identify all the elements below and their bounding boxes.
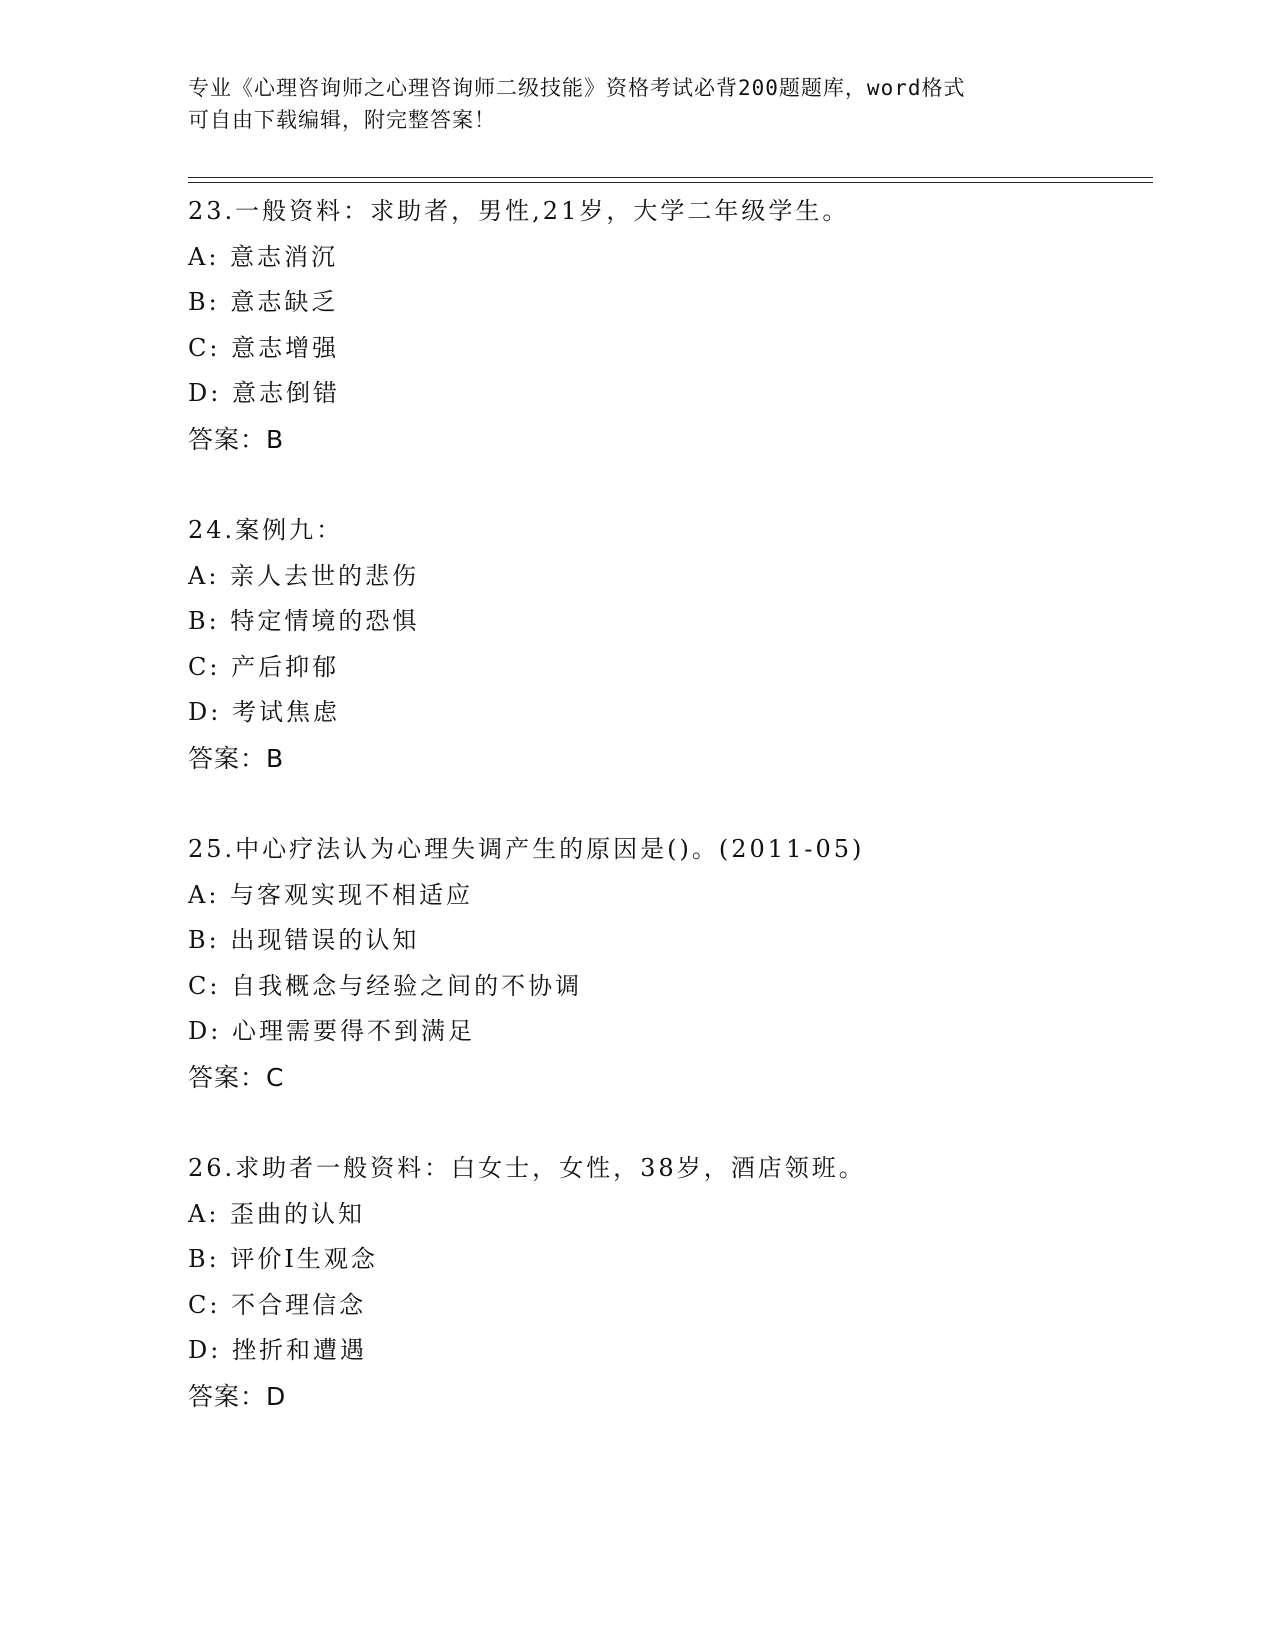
option-b: B: 特定情境的恐惧: [188, 607, 420, 635]
option-b: B: 出现错误的认知: [188, 926, 420, 954]
answer-line: 答案：C: [188, 1062, 285, 1092]
option-b: B: 评价I生观念: [188, 1245, 378, 1273]
option-d: D: 挫折和遭遇: [188, 1336, 367, 1364]
option-d: D: 心理需要得不到满足: [188, 1017, 475, 1045]
option-a: A: 亲人去世的悲伤: [188, 561, 420, 590]
answer-line: 答案：B: [188, 424, 285, 454]
header-divider-top: [188, 177, 1153, 178]
document-header: [188, 72, 1088, 136]
option-d: D: 意志倒错: [188, 379, 340, 407]
option-c: C: 产后抑郁: [188, 652, 340, 681]
question-stem: 24.案例九：: [188, 516, 344, 544]
option-c: C: 不合理信念: [188, 1290, 367, 1319]
question-block: [188, 189, 1188, 462]
option-d: D: 考试焦虑: [188, 698, 340, 726]
answer-line: 答案：B: [188, 743, 285, 773]
question-block: [188, 1146, 1188, 1419]
question-stem: 23.一般资料：求助者，男性,21岁，大学二年级学生。: [188, 197, 850, 225]
option-a: A: 意志消沉: [188, 242, 339, 271]
answer-line: 答案：D: [188, 1381, 287, 1411]
option-a: A: 歪曲的认知: [188, 1199, 366, 1228]
option-a: A: 与客观实现不相适应: [188, 880, 474, 909]
option-c: C: 自我概念与经验之间的不协调: [188, 971, 583, 1000]
question-stem: 25.中心疗法认为心理失调产生的原因是()。(2011-05): [188, 835, 865, 863]
header-divider-bottom: [188, 182, 1153, 183]
question-stem: 26.求助者一般资料：白女士，女性，38岁，酒店领班。: [188, 1154, 866, 1182]
option-b: B: 意志缺乏: [188, 288, 339, 316]
option-c: C: 意志增强: [188, 333, 340, 362]
question-block: [188, 508, 1188, 781]
header-line-1: 专业《心理咨询师之心理咨询师二级技能》资格考试必背200题题库，word格式: [188, 76, 966, 100]
header-line-2: 可自由下载编辑，附完整答案！: [188, 108, 496, 132]
question-block: [188, 827, 1188, 1100]
